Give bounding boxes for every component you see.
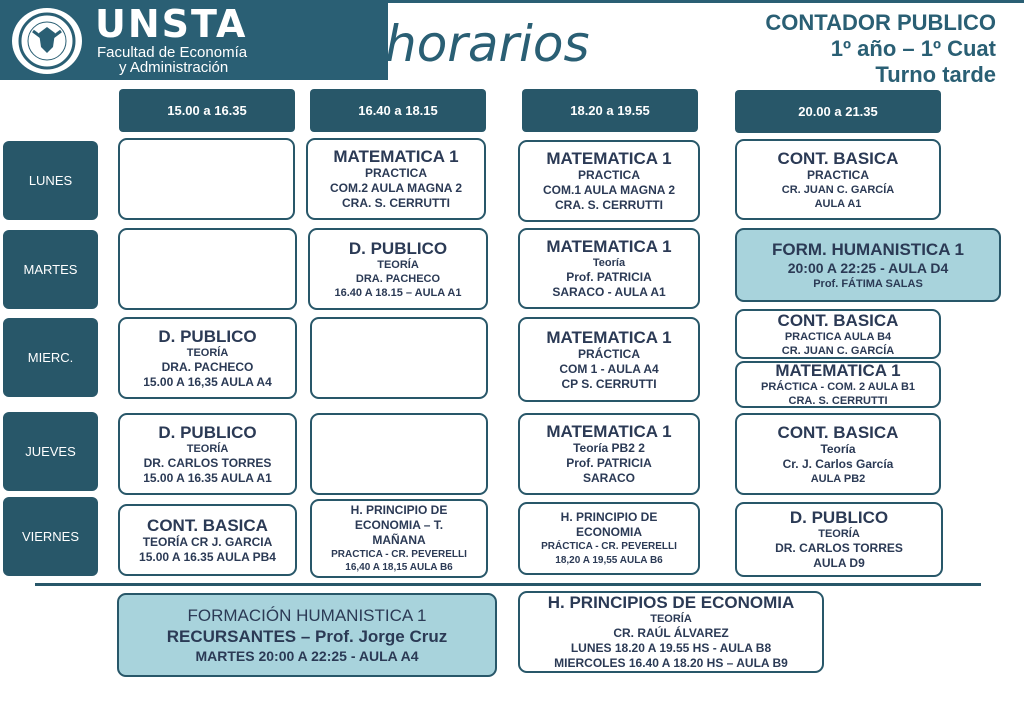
day-tuesday: MARTES [3, 230, 98, 309]
day-thursday: JUEVES [3, 412, 98, 491]
career-year: 1º año – 1º Cuat [830, 36, 996, 61]
university-seal [10, 6, 84, 76]
day-wednesday: MIERC. [3, 318, 98, 397]
schedule-cell: CONT. BASICA PRACTICA CR. JUAN C. GARCÍA AULA A1 [735, 139, 941, 220]
time-slot-2: 16.40 a 18.15 [310, 89, 486, 132]
day-monday: LUNES [3, 141, 98, 220]
schedule-cell: CONT. BASICA TEORÍA CR J. GARCIA 15.00 A 16.35 AULA PB4 [118, 504, 297, 576]
schedule-cell-empty [118, 138, 295, 220]
schedule-cell: MATEMATICA 1 PRÁCTICA - COM. 2 AULA B1 CRA. S. CERRUTTI [735, 361, 941, 408]
schedule-cell-empty [310, 317, 488, 399]
career-shift: Turno tarde [875, 62, 996, 87]
brand-name: UNSTA [95, 2, 248, 46]
schedule-cell: MATEMATICA 1 Teoría Prof. PATRICIA SARACO - AULA A1 [518, 228, 700, 309]
schedule-cell-empty [118, 228, 297, 310]
schedule-cell: MATEMATICA 1 PRÁCTICA COM 1 - AULA A4 CP S. CERRUTTI [518, 317, 700, 402]
schedule-cell: D. PUBLICO TEORÍA DR. CARLOS TORRES AULA D9 [735, 502, 943, 577]
schedule-cell: H. PRINCIPIO DE ECONOMIA – T. MAÑANA PRACTICA - CR. PEVERELLI 16,40 A 18,15 AULA B6 [310, 499, 488, 578]
schedule-cell: MATEMATICA 1 PRACTICA COM.1 AULA MAGNA 2 CRA. S. CERRUTTI [518, 140, 700, 222]
section-divider [35, 583, 981, 586]
schedule-cell: D. PUBLICO TEORÍA DRA. PACHECO 15.00 A 16,35 AULA A4 [118, 317, 297, 399]
career-info [765, 10, 996, 88]
schedule-cell: CONT. BASICA PRACTICA AULA B4 CR. JUAN C. GARCÍA [735, 309, 941, 359]
schedule-cell: D. PUBLICO TEORÍA DRA. PACHECO 16.40 A 18.15 – AULA A1 [308, 228, 488, 310]
faculty-name: Facultad de Economía y Administración [97, 44, 248, 76]
schedule-cell: MATEMATICA 1 PRACTICA COM.2 AULA MAGNA 2 CRA. S. CERRUTTI [306, 138, 486, 220]
schedule-cell: CONT. BASICA Teoría Cr. J. Carlos García AULA PB2 [735, 413, 941, 495]
page-title: horarios [385, 15, 590, 73]
schedule-cell: H. PRINCIPIO DE ECONOMIA PRÁCTICA - CR. PEVERELLI 18,20 A 19,55 AULA B6 [518, 502, 700, 575]
time-slot-1: 15.00 a 16.35 [119, 89, 295, 132]
principios-economia-box: H. PRINCIPIOS DE ECONOMIA TEORÍA CR. RAÚL ÁLVAREZ LUNES 18.20 A 19.55 HS - AULA B8 MIERCOLES 16.40 A 18.20 HS – AULA B9 [518, 591, 824, 673]
day-friday: VIERNES [3, 497, 98, 576]
top-rule [388, 0, 1024, 3]
schedule-cell: MATEMATICA 1 Teoría PB2 2 Prof. PATRICIA SARACO [518, 413, 700, 495]
schedule-cell-empty [310, 413, 488, 495]
time-slot-4: 20.00 a 21.35 [735, 90, 941, 133]
humanistica-recursantes-box: FORMACIÓN HUMANISTICA 1 RECURSANTES – Prof. Jorge Cruz MARTES 20:00 A 22:25 - AULA A4 [117, 593, 497, 677]
career-name: CONTADOR PUBLICO [765, 10, 996, 35]
schedule-cell-highlight: FORM. HUMANISTICA 1 20:00 A 22:25 - AULA D4 Prof. FÁTIMA SALAS [735, 228, 1001, 302]
time-slot-3: 18.20 a 19.55 [522, 89, 698, 132]
schedule-cell: D. PUBLICO TEORÍA DR. CARLOS TORRES 15.00 A 16.35 AULA A1 [118, 413, 297, 495]
